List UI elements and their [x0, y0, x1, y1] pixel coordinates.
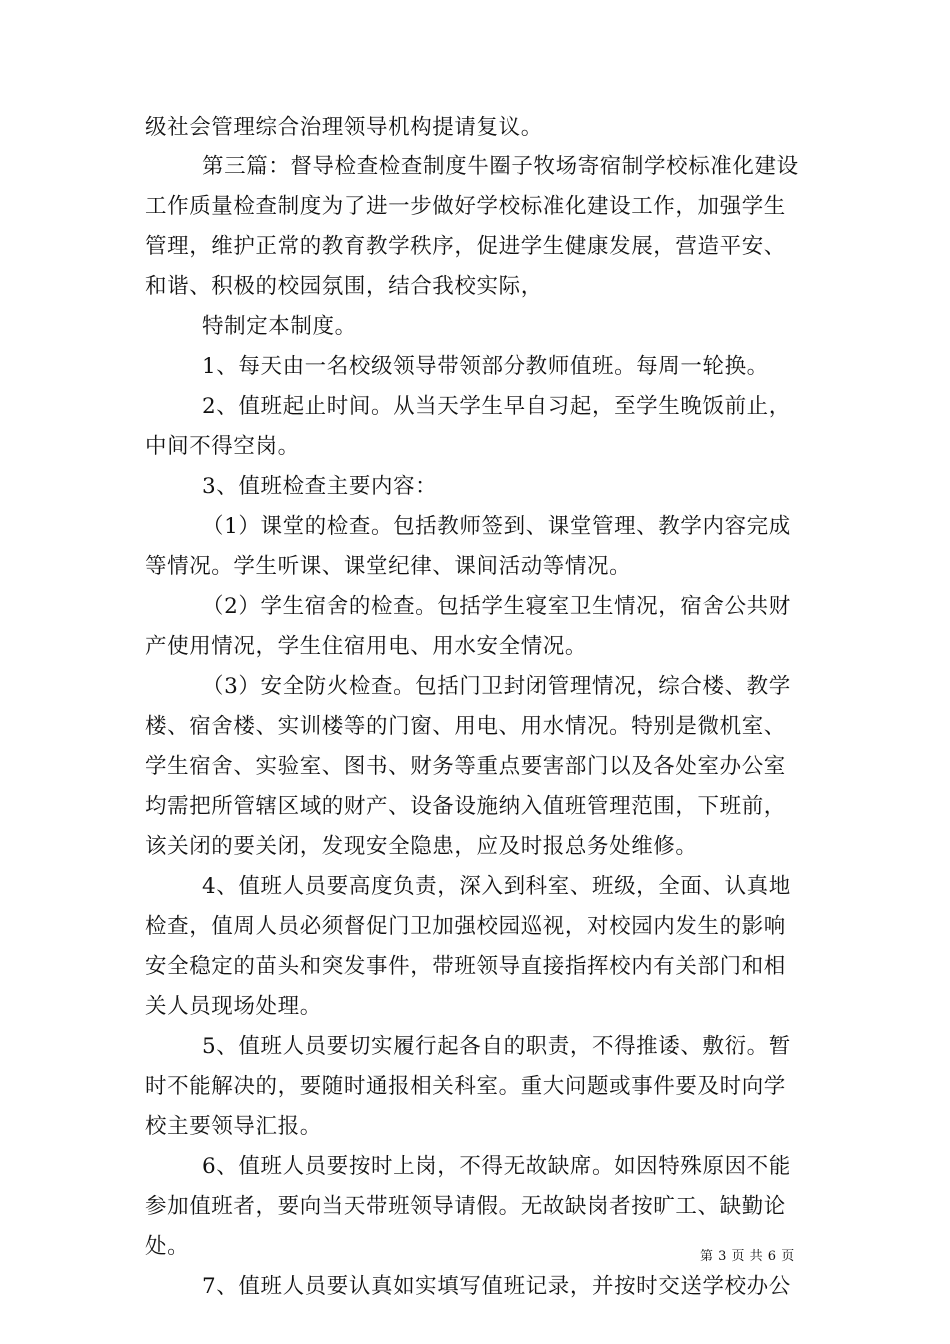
text-line: 级社会管理综合治理领导机构提请复议。: [145, 115, 543, 140]
text-line: 工作质量检查制度为了进一步做好学校标准化建设工作，加强学生: [145, 194, 786, 219]
text-line: 处。: [145, 1234, 190, 1259]
text-line: 5、值班人员要切实履行起各自的职责，不得推诿、敷衍。暂: [202, 1034, 791, 1059]
text-line: 关人员现场处理。: [145, 994, 322, 1019]
page-number: 第 3 页 共 6 页: [700, 1249, 795, 1264]
text-line: 6、值班人员要按时上岗，不得无故缺席。如因特殊原因不能: [202, 1154, 791, 1179]
text-line: 楼、宿舍楼、实训楼等的门窗、用电、用水情况。特别是微机室、: [145, 714, 786, 739]
text-line: 校主要领导汇报。: [145, 1114, 322, 1139]
text-line: 7、值班人员要认真如实填写值班记录，并按时交送学校办公: [202, 1274, 791, 1299]
text-line: 中间不得空岗。: [145, 434, 300, 459]
text-line: 参加值班者，要向当天带班领导请假。无故缺岗者按旷工、缺勤论: [145, 1194, 786, 1219]
text-line: 和谐、积极的校园氛围，结合我校实际，: [145, 274, 543, 299]
text-line: 时不能解决的，要随时通报相关科室。重大问题或事件要及时向学: [145, 1074, 786, 1099]
text-line: 学生宿舍、实验室、图书、财务等重点要害部门以及各处室办公室: [145, 754, 786, 779]
text-line: 管理，维护正常的教育教学秩序，促进学生健康发展，营造平安、: [145, 234, 786, 259]
text-line: 第三篇：督导检查检查制度牛圈子牧场寄宿制学校标准化建设: [202, 154, 799, 179]
text-line: 2、值班起止时间。从当天学生早自习起，至学生晚饭前止，: [202, 394, 791, 419]
text-line: （3）安全防火检查。包括门卫封闭管理情况，综合楼、教学: [202, 674, 791, 699]
text-line: （2）学生宿舍的检查。包括学生寝室卫生情况，宿舍公共财: [202, 594, 791, 619]
text-line: 该关闭的要关闭，发现安全隐患，应及时报总务处维修。: [145, 834, 698, 859]
text-line: 特制定本制度。: [202, 314, 357, 339]
text-line: 4、值班人员要高度负责，深入到科室、班级，全面、认真地: [202, 874, 791, 899]
text-line: （1）课堂的检查。包括教师签到、课堂管理、教学内容完成: [202, 514, 791, 539]
text-line: 1、每天由一名校级领导带领部分教师值班。每周一轮换。: [202, 354, 769, 379]
text-line: 3、值班检查主要内容：: [202, 474, 438, 499]
text-line: 产使用情况，学生住宿用电、用水安全情况。: [145, 634, 588, 659]
text-line: 检查，值周人员必须督促门卫加强校园巡视，对校园内发生的影响: [145, 914, 786, 939]
text-line: 等情况。学生听课、课堂纪律、课间活动等情况。: [145, 554, 632, 579]
text-line: 均需把所管辖区域的财产、设备设施纳入值班管理范围，下班前，: [145, 794, 786, 819]
text-line: 安全稳定的苗头和突发事件，带班领导直接指挥校内有关部门和相: [145, 954, 786, 979]
